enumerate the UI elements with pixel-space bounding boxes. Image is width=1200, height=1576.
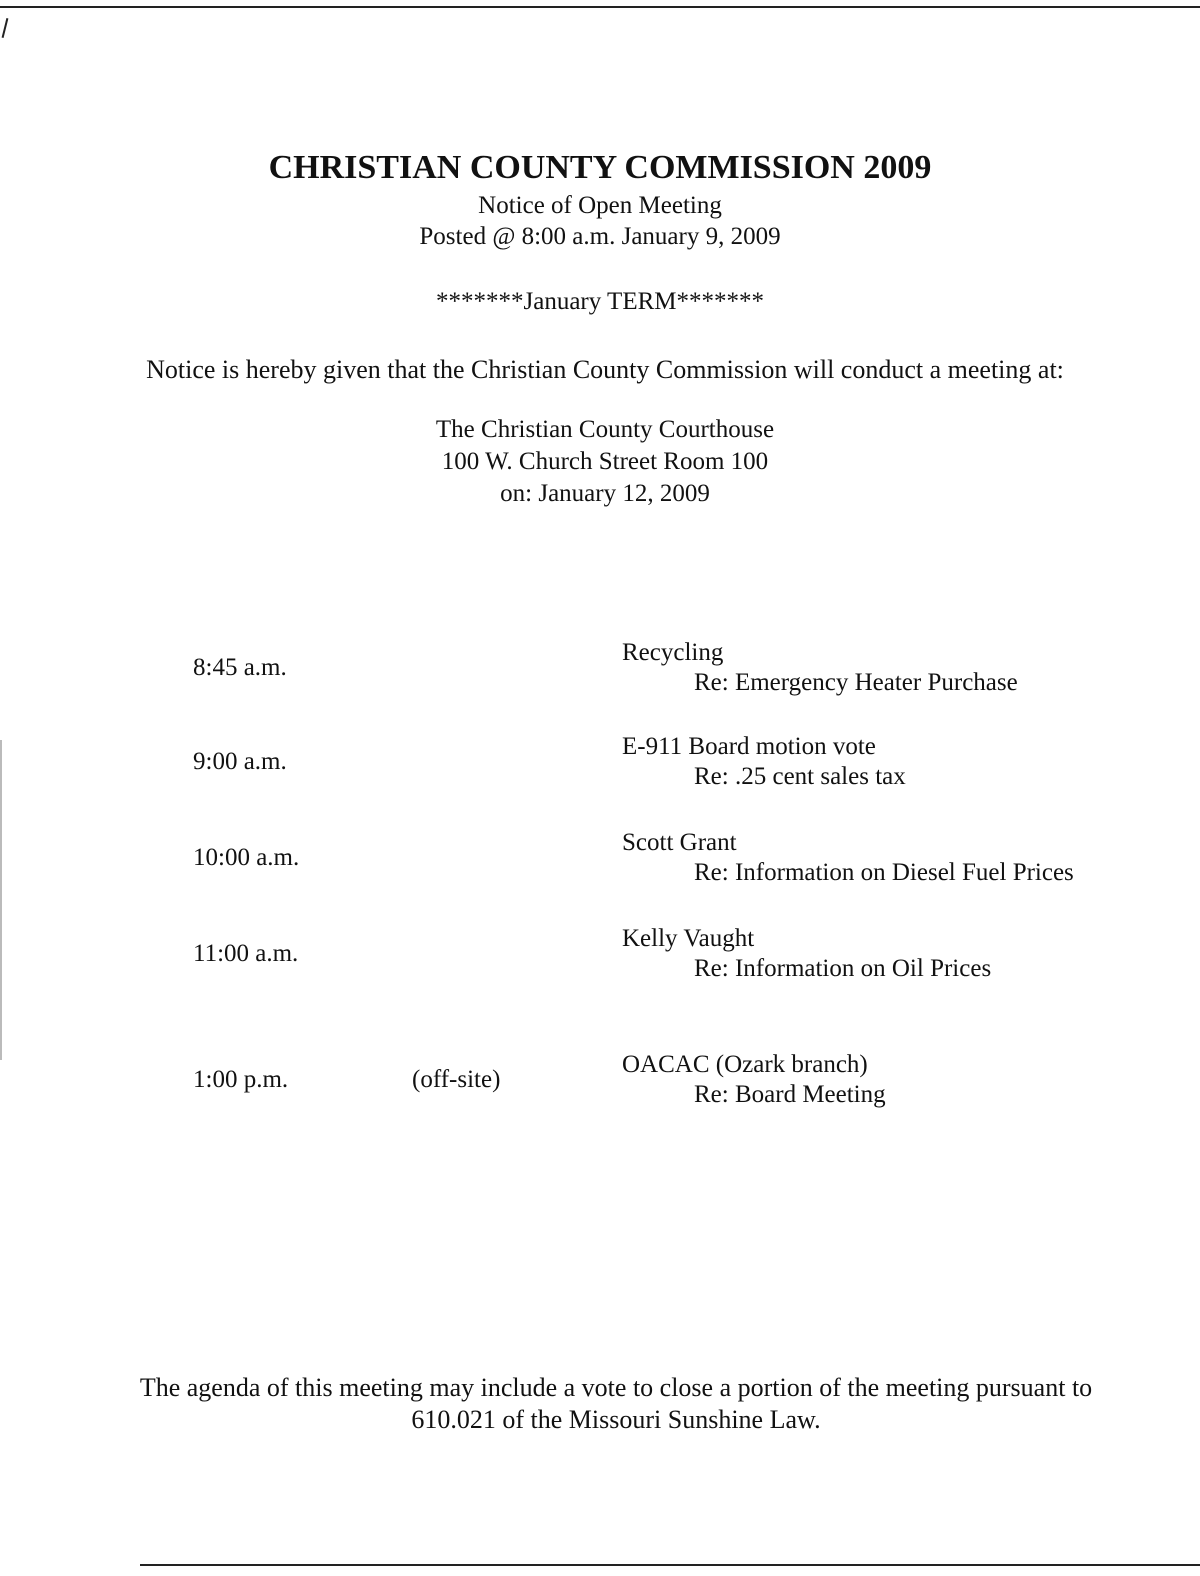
agenda-note: (off-site) <box>412 1066 501 1093</box>
footer-line-2: 610.021 of the Missouri Sunshine Law. <box>411 1405 821 1434</box>
agenda-time: 10:00 a.m. <box>193 844 300 871</box>
agenda-item <box>0 638 1200 708</box>
closed-session-notice <box>0 1372 1200 1436</box>
location-address: 100 W. Church Street Room 100 <box>441 448 769 475</box>
agenda-detail: Re: Information on Diesel Fuel Prices <box>694 859 1074 886</box>
agenda-subject: E-911 Board motion vote <box>622 733 876 760</box>
agenda-subject: Scott Grant <box>622 829 737 856</box>
footer-line-1: The agenda of this meeting may include a vote to close a portion of the meeting pursuant to <box>139 1373 1093 1402</box>
agenda-subject: Kelly Vaught <box>622 925 755 952</box>
agenda-item <box>0 924 1200 994</box>
document-title: CHRISTIAN COUNTY COMMISSION 2009 <box>268 149 932 186</box>
term-banner: *******January TERM******* <box>436 288 764 315</box>
location-place: The Christian County Courthouse <box>435 416 775 443</box>
document-subtitle: Notice of Open Meeting <box>478 192 722 219</box>
agenda-detail: Re: Board Meeting <box>694 1081 886 1108</box>
agenda-subject: OACAC (Ozark branch) <box>622 1051 868 1078</box>
posted-time: Posted @ 8:00 a.m. January 9, 2009 <box>419 223 781 250</box>
meeting-date: on: January 12, 2009 <box>500 480 710 507</box>
agenda-item <box>0 1050 1200 1120</box>
agenda-detail: Re: Emergency Heater Purchase <box>694 669 1018 696</box>
agenda-subject: Recycling <box>622 639 724 666</box>
agenda-time: 8:45 a.m. <box>193 654 287 681</box>
agenda-detail: Re: .25 cent sales tax <box>694 763 906 790</box>
agenda-item <box>0 828 1200 898</box>
notice-statement: Notice is hereby given that the Christian County Commission will conduct a meeting at: <box>146 355 1064 384</box>
agenda-detail: Re: Information on Oil Prices <box>694 955 992 982</box>
agenda-item <box>0 732 1200 802</box>
scan-border-bottom <box>140 1564 1200 1566</box>
agenda-time: 11:00 a.m. <box>193 940 299 967</box>
agenda-time: 9:00 a.m. <box>193 748 287 775</box>
agenda-time: 1:00 p.m. <box>193 1066 289 1093</box>
